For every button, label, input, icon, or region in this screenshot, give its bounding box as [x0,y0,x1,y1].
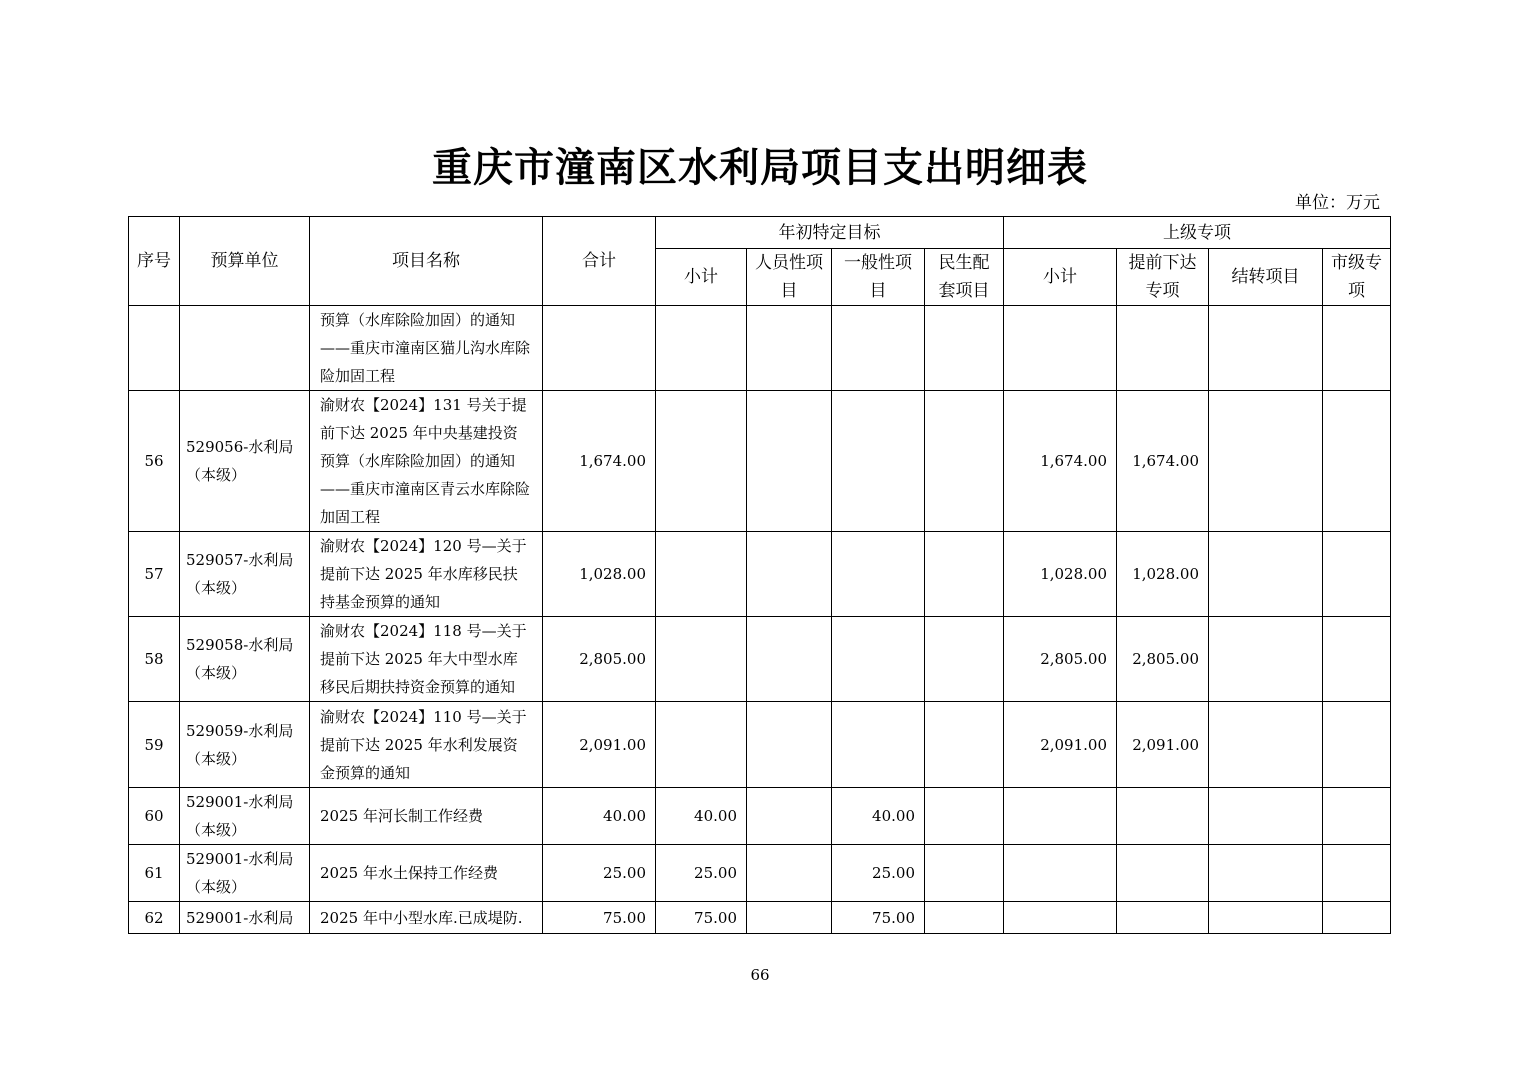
cell-total: 75.00 [543,902,656,934]
cell-superior-advance: 1,028.00 [1117,532,1209,617]
cell-project: 2025 年水土保持工作经费 [310,845,543,902]
cell-superior-advance: 2,805.00 [1117,617,1209,702]
page-title: 重庆市潼南区水利局项目支出明细表 [432,144,1088,191]
cell-superior-carryover [1209,306,1323,391]
cell-initial-subtotal: 25.00 [656,845,747,902]
cell-seq [129,306,180,391]
table-row [129,306,1391,391]
cell-initial-general [832,702,925,788]
header-project: 项目名称 [310,217,543,306]
table-row [129,532,1391,617]
cell-superior-subtotal: 1,028.00 [1004,532,1117,617]
cell-total: 1,028.00 [543,532,656,617]
header-initial-general: 一般性项目 [832,249,925,306]
cell-unit: 529057-水利局（本级） [180,532,310,617]
cell-initial-livelihood [925,617,1004,702]
cell-unit: 529058-水利局（本级） [180,617,310,702]
cell-superior-carryover [1209,617,1323,702]
cell-initial-staff [747,702,832,788]
cell-initial-subtotal [656,391,747,532]
cell-project: 渝财农【2024】120 号—关于提前下达 2025 年水库移民扶持基金预算的通知 [310,532,543,617]
cell-total [543,306,656,391]
cell-superior-advance [1117,902,1209,934]
cell-superior-advance [1117,788,1209,845]
cell-superior-subtotal: 1,674.00 [1004,391,1117,532]
header-superior-advance: 提前下达专项 [1117,249,1209,306]
cell-initial-general [832,391,925,532]
header-initial-subtotal: 小计 [656,249,747,306]
cell-unit [180,306,310,391]
expenditure-table [128,216,1391,934]
cell-seq: 56 [129,391,180,532]
cell-initial-livelihood [925,845,1004,902]
cell-initial-livelihood [925,702,1004,788]
cell-initial-livelihood [925,902,1004,934]
table-row [129,617,1391,702]
cell-seq: 61 [129,845,180,902]
cell-superior-advance: 2,091.00 [1117,702,1209,788]
cell-total: 2,805.00 [543,617,656,702]
cell-project: 2025 年中小型水库.已成堤防. [310,902,543,934]
cell-superior-subtotal [1004,902,1117,934]
cell-unit: 529059-水利局（本级） [180,702,310,788]
unit-label: 单位：万元 [1295,193,1380,213]
cell-initial-subtotal [656,702,747,788]
cell-project: 渝财农【2024】118 号—关于提前下达 2025 年大中型水库移民后期扶持资金预算的通知 [310,617,543,702]
cell-superior-carryover [1209,845,1323,902]
header-superior-subtotal: 小计 [1004,249,1117,306]
cell-superior-carryover [1209,391,1323,532]
cell-superior-city [1323,532,1391,617]
header-superior-group: 上级专项 [1004,217,1391,249]
cell-seq: 57 [129,532,180,617]
cell-seq: 60 [129,788,180,845]
cell-seq: 58 [129,617,180,702]
cell-superior-advance [1117,306,1209,391]
cell-superior-city [1323,306,1391,391]
table-row [129,788,1391,845]
cell-initial-staff [747,845,832,902]
cell-initial-staff [747,306,832,391]
cell-superior-subtotal [1004,306,1117,391]
cell-superior-carryover [1209,902,1323,934]
cell-initial-general [832,306,925,391]
header-total: 合计 [543,217,656,306]
cell-project: 渝财农【2024】131 号关于提前下达 2025 年中央基建投资预算（水库除险加固）的通知——重庆市潼南区青云水库除险加固工程 [310,391,543,532]
cell-superior-subtotal [1004,845,1117,902]
page-number: 66 [750,966,770,984]
cell-initial-staff [747,532,832,617]
cell-initial-staff [747,788,832,845]
cell-seq: 59 [129,702,180,788]
header-superior-carryover: 结转项目 [1209,249,1323,306]
cell-unit: 529056-水利局（本级） [180,391,310,532]
cell-initial-livelihood [925,306,1004,391]
cell-superior-subtotal [1004,788,1117,845]
cell-superior-city [1323,788,1391,845]
cell-total: 25.00 [543,845,656,902]
cell-initial-general [832,617,925,702]
cell-superior-city [1323,845,1391,902]
cell-initial-general: 25.00 [832,845,925,902]
cell-superior-advance: 1,674.00 [1117,391,1209,532]
cell-initial-general: 75.00 [832,902,925,934]
cell-superior-subtotal: 2,805.00 [1004,617,1117,702]
cell-superior-carryover [1209,788,1323,845]
cell-initial-staff [747,617,832,702]
header-superior-city: 市级专项 [1323,249,1391,306]
cell-project: 2025 年河长制工作经费 [310,788,543,845]
table-row [129,702,1391,788]
cell-total: 2,091.00 [543,702,656,788]
table-row [129,845,1391,902]
header-initial-group: 年初特定目标 [656,217,1004,249]
cell-initial-staff [747,391,832,532]
header-seq: 序号 [129,217,180,306]
table-row [129,391,1391,532]
cell-superior-city [1323,902,1391,934]
cell-initial-livelihood [925,391,1004,532]
cell-initial-livelihood [925,532,1004,617]
cell-initial-subtotal: 40.00 [656,788,747,845]
cell-unit: 529001-水利局（本级） [180,788,310,845]
header-unit: 预算单位 [180,217,310,306]
cell-superior-advance [1117,845,1209,902]
cell-initial-subtotal [656,617,747,702]
cell-unit: 529001-水利局 [180,902,310,934]
cell-seq: 62 [129,902,180,934]
cell-initial-subtotal [656,306,747,391]
cell-superior-carryover [1209,532,1323,617]
cell-superior-subtotal: 2,091.00 [1004,702,1117,788]
cell-project: 预算（水库除险加固）的通知——重庆市潼南区猫儿沟水库除险加固工程 [310,306,543,391]
cell-initial-subtotal [656,532,747,617]
cell-initial-staff [747,902,832,934]
table-row [129,902,1391,934]
cell-superior-carryover [1209,702,1323,788]
header-initial-livelihood: 民生配套项目 [925,249,1004,306]
cell-initial-general [832,532,925,617]
cell-initial-subtotal: 75.00 [656,902,747,934]
cell-total: 1,674.00 [543,391,656,532]
cell-initial-livelihood [925,788,1004,845]
cell-superior-city [1323,702,1391,788]
header-initial-staff: 人员性项目 [747,249,832,306]
cell-project: 渝财农【2024】110 号—关于提前下达 2025 年水利发展资金预算的通知 [310,702,543,788]
cell-superior-city [1323,617,1391,702]
cell-superior-city [1323,391,1391,532]
cell-total: 40.00 [543,788,656,845]
cell-initial-general: 40.00 [832,788,925,845]
cell-unit: 529001-水利局（本级） [180,845,310,902]
